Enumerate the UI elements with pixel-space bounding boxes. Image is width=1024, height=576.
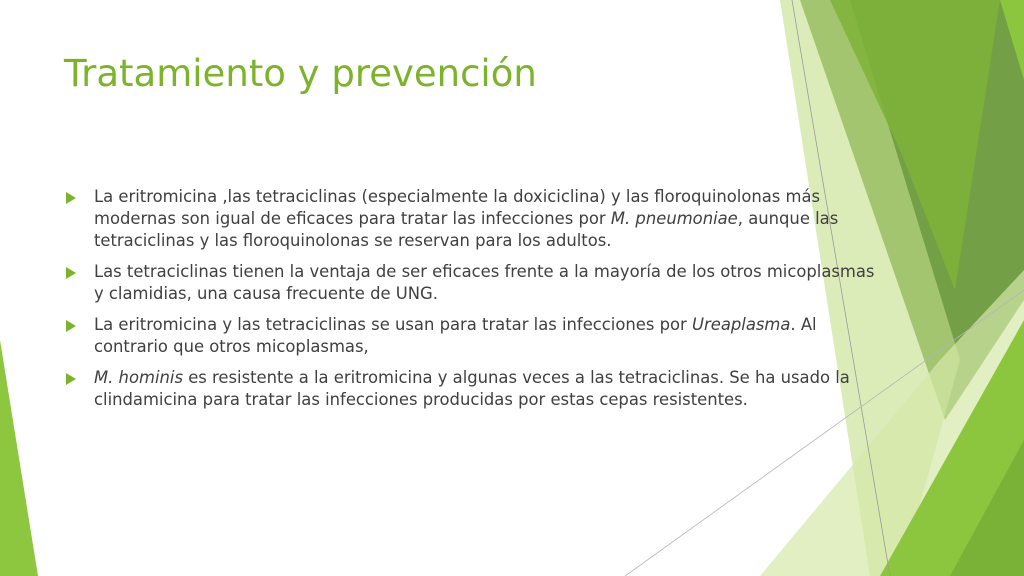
- bullet-arrow-icon: [66, 267, 76, 279]
- bullet-arrow-icon: [66, 373, 76, 385]
- bullet-item: [66, 186, 886, 252]
- bullet-item: [66, 261, 886, 305]
- bullet-text: La eritromicina y las tetraciclinas se usan para tratar las infecciones por Ureaplasma. Al contrario que otros micoplasmas,: [94, 315, 817, 356]
- deco-left-triangle: [0, 340, 38, 576]
- bullet-text: M. hominis es resistente a la eritromicina y algunas veces a las tetraciclinas. Se ha usado la clindamicina para tratar las infecciones producidas por estas cepas resistentes.: [94, 368, 850, 409]
- bullet-arrow-icon: [66, 192, 76, 204]
- bullet-item: [66, 314, 886, 358]
- bullet-item: [66, 367, 886, 411]
- bullet-text: Las tetraciclinas tienen la ventaja de ser eficaces frente a la mayoría de los otros micoplasmas y clamidias, una causa frecuente de UNG.: [94, 262, 875, 303]
- bullet-list: [66, 186, 886, 420]
- bullet-arrow-icon: [66, 320, 76, 332]
- bullet-text: La eritromicina ,las tetraciclinas (especialmente la doxiciclina) y las floroquinolonas más modernas son igual de eficaces para tratar las infecciones por M. pneumoniae, aunque las tetraciclinas y las floroquinolonas se reservan para los adultos.: [94, 187, 839, 250]
- slide-title: Tratamiento y prevención: [64, 52, 537, 95]
